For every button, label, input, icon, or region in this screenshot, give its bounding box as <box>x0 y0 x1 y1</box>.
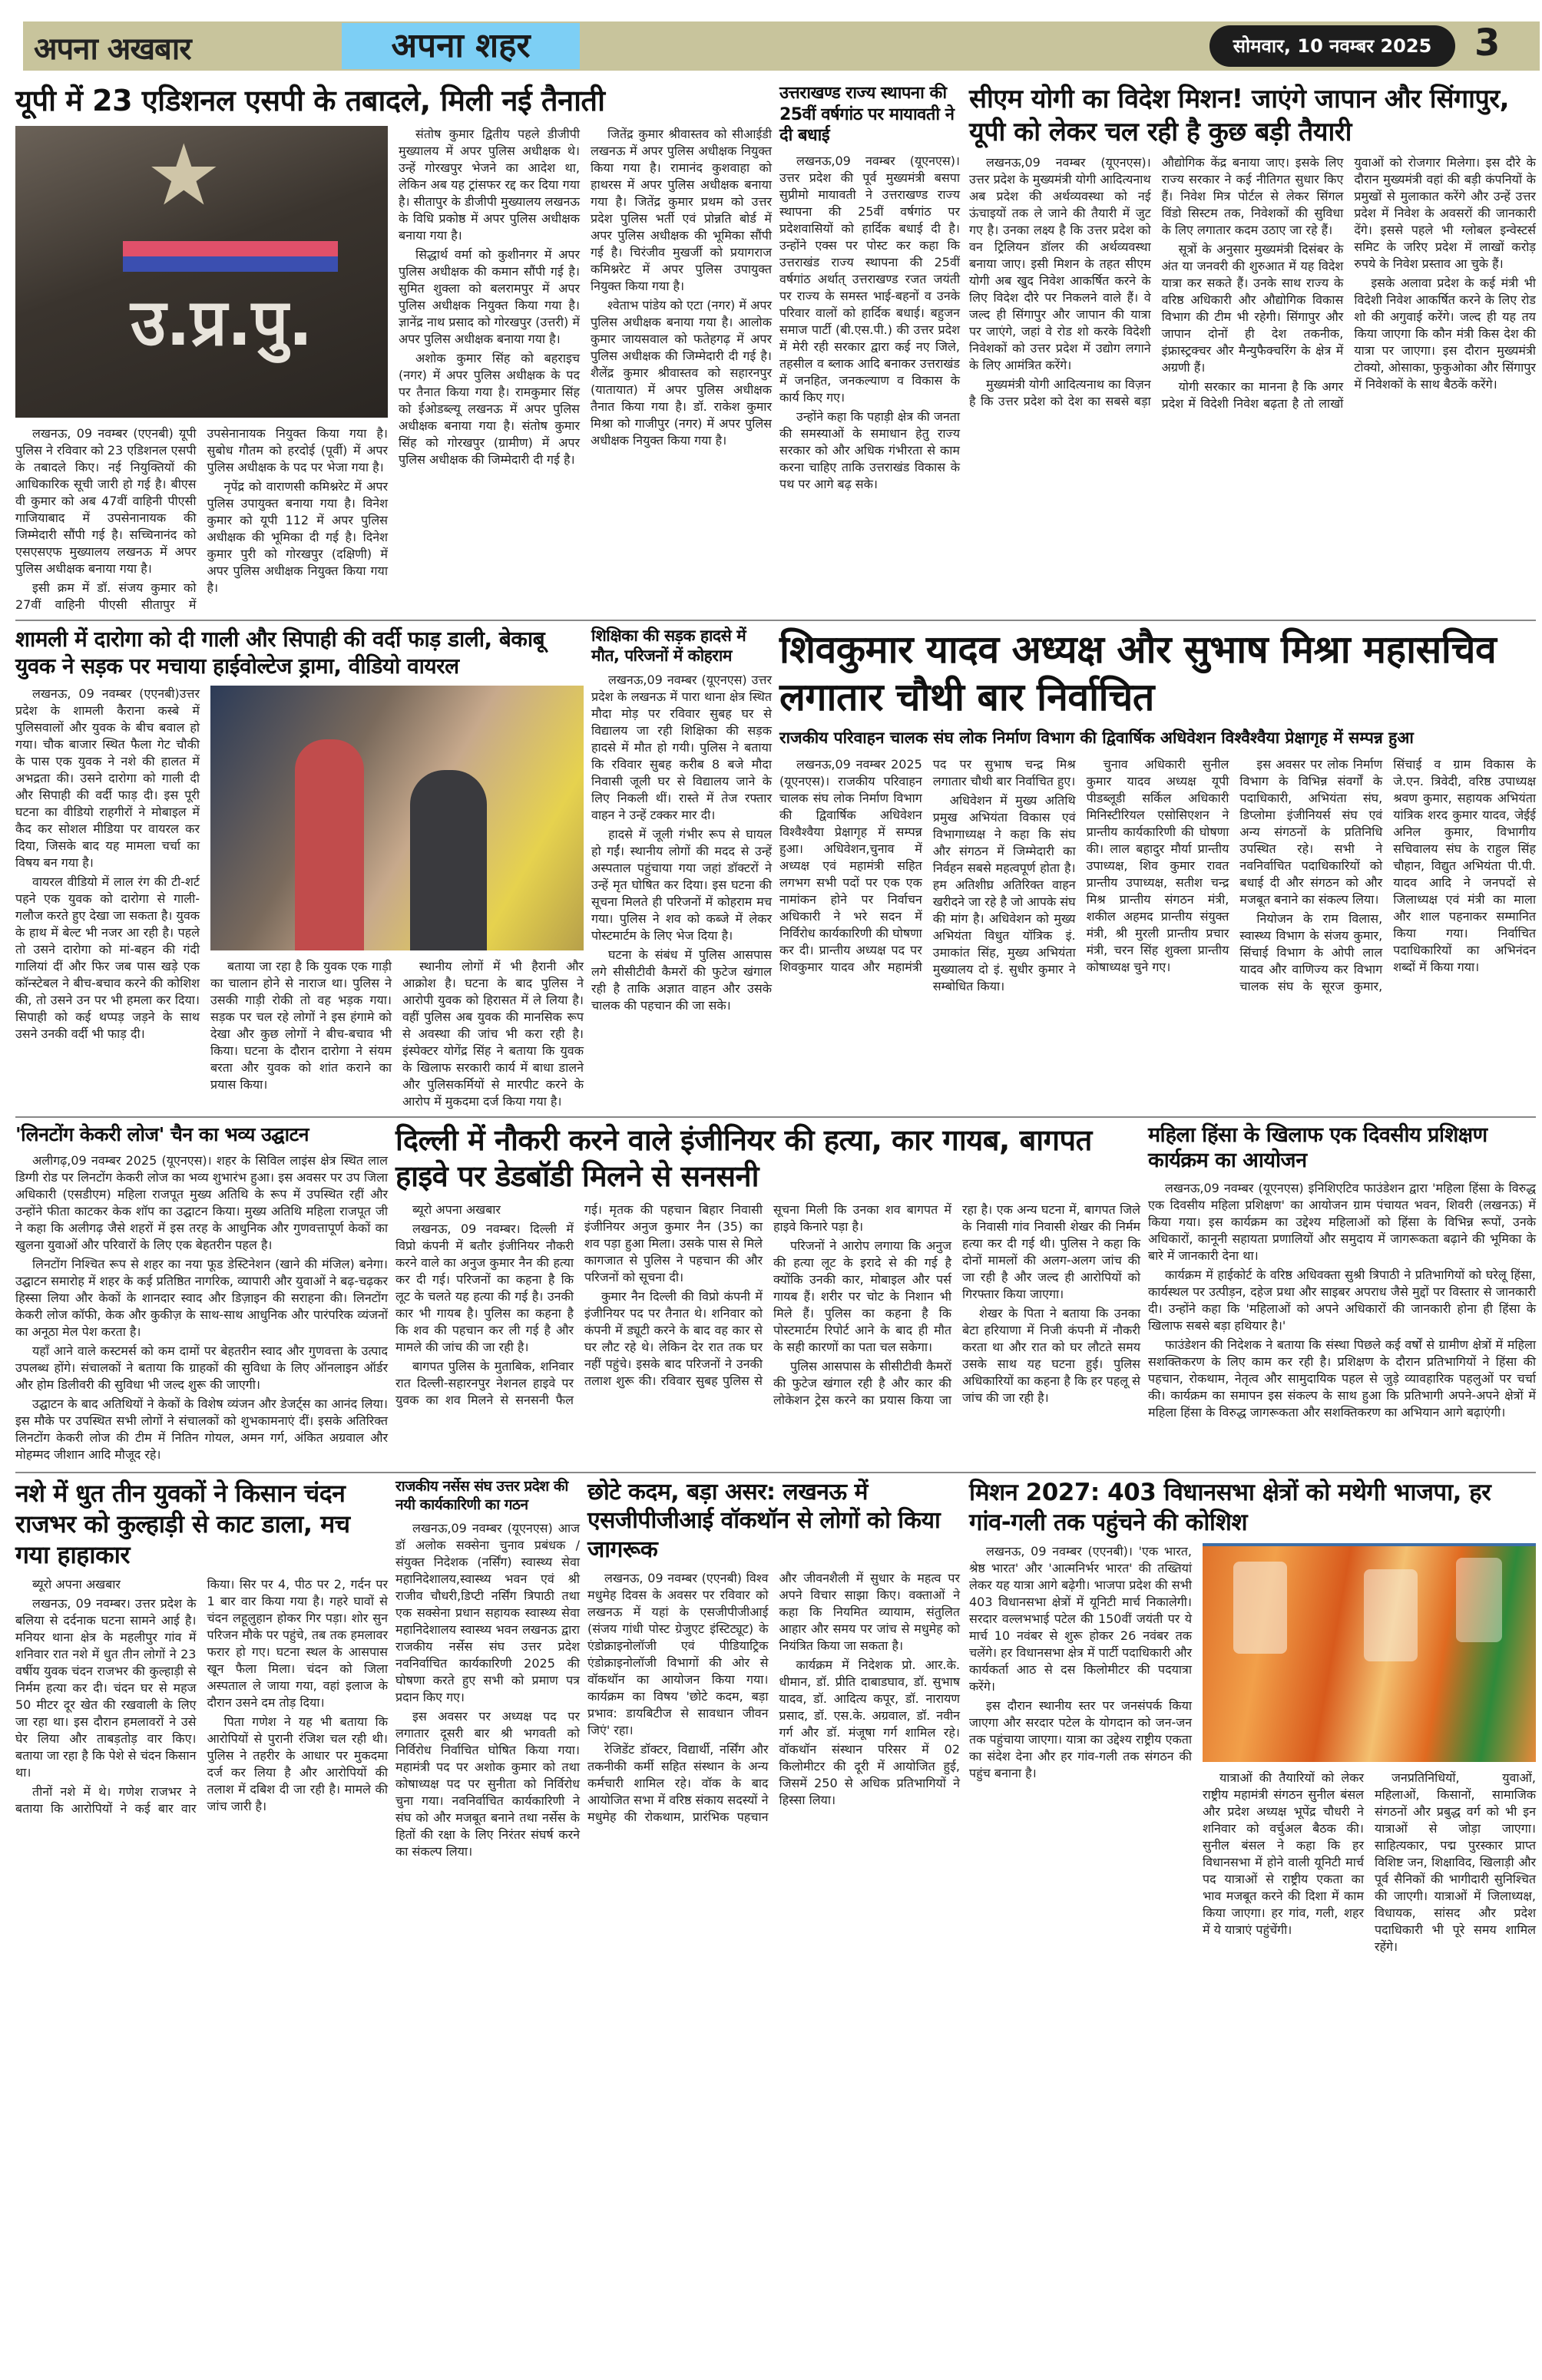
story-cm-yogi <box>969 83 1536 412</box>
headline: शामली में दारोगा को दी गाली और सिपाही की वर्दी फाड़ डाली, बेकाबू युवक ने सड़क पर मचाया हाईवोल्टेज ड्रामा, वीडियो वायरल <box>15 626 545 679</box>
paragraph: इस अवसर पर लोक निर्माण विभाग के विभिन्न संवर्गों के पदाधिकारी, अभियंता संघ, डिप्लोमा इंजीनियर्स संघ एवं अन्य संगठनों के प्रतिनिधि उपस्थित रहे। सभी ने नवनिर्वाचित पदाधिकारियों को बधाई दी और संगठन को और मजबूत बनाने का संकल्प लिया। <box>1239 756 1383 907</box>
paragraph: लखनऊ,09 नवम्बर (यूएनएस)। उत्तर प्रदेश के मुख्यमंत्री योगी आदित्यनाथ अब प्रदेश की अर्थव्यवस्था को नई ऊंचाइयों तक ले जाने की तैयारी में जुट गए है। उनका लक्ष्य है कि उत्तर प्रदेश को वन ट्रिलियन डॉलर की अर्थव्यवस्था बनाया जाए। इसी मिशन के तहत सीएम योगी अब खुद निवेश आकर्षित करने के लिए विदेश दौरे पर निकलने वाले हैं। वे जल्द ही सिंगापुर और जापान की यात्रा पर जाएंगे, जहां वे रोड शो करके विदेशी निवेशकों को उत्तर प्रदेश में उद्योग लगाने के लिए आमंत्रित करेंगे। <box>969 155 1151 372</box>
issue-date: सोमवार, 10 नवम्बर 2025 <box>1209 25 1455 67</box>
badge-text: उ.प्र.पु. <box>131 284 313 360</box>
story-body <box>210 958 584 1110</box>
section-title: अपना शहर <box>342 23 580 69</box>
story-right-region <box>210 686 584 1110</box>
paragraph: हादसे में जूली गंभीर रूप से घायल हो गईं। स्थानीय लोगों की मदद से उन्हें अस्पताल पहुंचाया गया जहां डॉक्टरों ने उन्हें मृत घोषित कर दिया। इस घटना की सूचना मिलते ही परिजनों में कोहराम मच गया। पुलिस ने शव को कब्जे में लेकर पोस्टमार्टम के लिए भेज दिया है। <box>591 827 772 943</box>
story-body <box>779 756 1536 995</box>
paragraph: तीनों नशे में थे। गणेश राजभर ने बताया कि आरोपियों ने कई बार वार किया। सिर पर 4, पीठ पर 2, गर्दन पर 1 बार वार किया गया है। गहरे घावों से चंदन लहूलुहान होकर गिर पड़ा। शोर सुन परिजन मौके पर पहुंचे, तब तक हमलावर फरार हो गए। घटना स्थल के आसपास खून फैला मिला। चंदन को जिला अस्पताल ले जाया गया, वहां इलाज के दौरान उसने दम तोड़ दिया। <box>15 1576 388 1816</box>
story-body <box>779 153 960 493</box>
story-left-region <box>15 126 388 613</box>
paragraph: जनप्रतिनिधियों, युवाओं, महिलाओं, किसानों, सामाजिक संगठनों और प्रबुद्ध वर्ग को भी इन यात्राओं से जोड़ा जाएगा। साहित्यकार, पद्म पुरस्कार प्राप्त विशिष्ट जन, शिक्षाविद, खिलाड़ी और पूर्व सैनिकों की भागीदारी सुनिश्चित की जाएगी। यात्राओं में जिलाध्यक्ष, विधायक, सांसद और प्रदेश पदाधिकारी भी पूरे समय शामिल रहेंगे। <box>1375 1770 1536 1955</box>
paragraph: लखनऊ, 09 नवम्बर। उत्तर प्रदेश के बलिया से दर्दनाक घटना सामने आई है। मनियर थाना क्षेत्र के महलीपुर गांव में शनिवार रात नशे में धुत तीन लोगों ने 23 वर्षीय युवक चंदन राजभर की कुल्हाड़ी से निर्मम हत्या कर दी। चंदन घर से महज 50 मीटर दूर खेत की रखवाली के लिए जा रहा था। इस दौरान हमलावरों ने उसे घेर लिया और ताबड़तोड़ वार किए। बताया जा रहा है कि पेशे से चंदन किसान था। <box>15 1595 197 1780</box>
paragraph: अधिवेशन में मुख्य अतिथि प्रमुख अभियंता विकास एवं विभागाध्यक्ष ने कहा कि संघ और संगठन में जिम्मेदारी का निर्वहन सबसे महत्वपूर्ण होता है। हम अतिशीघ्र अतिरिक्त वाहन खरीदने जा रहे है जो आपके संघ की मांग है। अधिवेशन को मुख्य अभियंता विधुत यॉत्रिक इं. उमाकांत सिंह, मुख्य अभियंता मुख्यालय दो इं. सुधीर कुमार ने सम्बोधित किया। <box>932 792 1076 993</box>
story-body <box>15 1576 388 1817</box>
flag-shape <box>1456 1558 1502 1642</box>
paragraph: चुनाव अधिकारी सुनील कुमार यादव अध्यक्ष यूपी पीडब्लूडी सर्किल अधिकारी मिनिस्टीरियल एसोसिएशन ने प्रान्तीय कार्यकारिणी की घोषणा की। लाल बहादुर मौर्या प्रान्तीय उपाध्यक्ष, शिव कुमार रावत प्रान्तीय उपाध्यक्ष, सतीश चन्द्र मिश्र प्रान्तीय संगठन मंत्री, शकील अहमद प्रान्तीय संयुक्त मंत्री, श्री मुरली प्रान्तीय प्रचार मंत्री, चरन सिंह शुक्ला प्रान्तीय कोषाध्यक्ष चुने गए। <box>1086 756 1229 974</box>
story-nurses-union <box>395 1478 580 1863</box>
paragraph: घटना के संबंध में पुलिस आसपास लगे सीसीटीवी कैमरों की फुटेज खंगाल रही है ताकि अज्ञात वाहन और उसके चालक की पहचान की जा सके। <box>591 947 772 1013</box>
story-body <box>587 1570 960 1826</box>
paragraph: कार्यक्रम में निदेशक प्रो. आर.के. धीमान, डॉ. प्रीति दाबाडघाव, डॉ. सुभाष यादव, डॉ. आदित्य कपूर, डॉ. नारायण प्रसाद, डॉ. एस.के. अग्रवाल, डॉ. नवीन गर्ग और डॉ. मंजूषा गर्ग शामिल रहे। वॉकथॉन संस्थान परिसर में 02 किलोमीटर की दूरी में आयोजित हुई, जिसमें 250 से अधिक प्रतिभागियों ने हिस्सा लिया। <box>779 1658 960 1808</box>
paragraph: फाउंडेशन की निदेशक ने बताया कि संस्था पिछले कई वर्षों से ग्रामीण क्षेत्रों में महिला सशक्तिकरण के लिए काम कर रही है। प्रशिक्षण के दौरान प्रतिभागियों ने हिंसा की पहचान, रोकथाम, नेतृत्व और सामुदायिक पहल से जुड़े व्यावहारिक पहलुओं पर चर्चा की। कार्यक्रम का समापन इस संकल्प के साथ हुआ कि प्रतिभागी अपने-अपने क्षेत्रों में महिला हिंसा के विरुद्ध जागरूकता और सशक्तिकरण का अभियान आगे बढ़ाएंगी। <box>1148 1337 1536 1420</box>
story-body <box>399 126 772 468</box>
story-engineer-murder <box>395 1122 1140 1409</box>
story-body <box>969 154 1536 412</box>
paragraph: जितेंद्र कुमार श्रीवास्तव को सीआईडी लखनऊ में अपर पुलिस अधीक्षक नियुक्त किया गया है। रामानंद कुशवाहा को हाथरस में अपर पुलिस अधीक्षक बनाया गया है। जितेंद्र कुमार प्रथम को उत्तर प्रदेश पुलिस भर्ती एवं प्रोन्नति बोर्ड में अपर पुलिस अधीक्षक की भूमिका सौंपी गई है। चिरंजीव मुखर्जी को प्रयागराज कमिश्नरेट में अपर पुलिस उपायुक्त नियुक्त किया गया है। <box>591 126 772 293</box>
story-body <box>15 1152 388 1463</box>
story-body <box>969 1543 1192 1784</box>
paragraph: बताया जा रहा है कि युवक एक गाड़ी का चालान होने से नाराज था। पुलिस ने उसकी गाड़ी रोकी तो वह भड़क गया। सड़क पर चल रहे लोगों ने इस हंगामे को देखा और कुछ लोगों ने बीच-बचाव भी किया। घटना के दौरान दारोगा ने संयम बरता और युवक को शांत कराने का प्रयास किया। <box>210 958 392 1092</box>
paragraph: वायरल वीडियो में लाल रंग की टी-शर्ट पहने एक युवक को दारोगा से गाली-गलौज करते हुए देखा जा सकता है। युवक के हाथ में बेल्ट भी नजर आ रही है। पहले तो उसने दारोगा को मां-बहन की गंदी गालियां दीं और फिर जब पास खड़े एक कॉन्स्टेबल ने बीच-बचाव करने की कोशिश की, तो उसने उन पर भी हमला कर दिया। सिपाही को कई थप्पड़ जड़ने के साथ उसने उनकी वर्दी भी फाड़ दी। <box>15 874 200 1041</box>
story-body <box>395 1520 580 1860</box>
paragraph: इसके अलावा प्रदेश के कई मंत्री भी विदेशी निवेश आकर्षित करने के लिए रोड शो की अगुवाई करेंगे। जल्द ही यह तय किया जाएगा कि कौन मंत्री किस देश की यात्रा पर जाएगा। इस दौरान मुख्यमंत्री टोक्यो, ओसाका, फुकुओका और सिंगापुर में निवेशकों के साथ बैठकें करेंगे। <box>1354 276 1536 392</box>
story-layout <box>15 686 584 1110</box>
paragraph: नियोजन के राम विलास, स्वास्थ्य विभाग के संजय कुमार, सिंचाई विभाग के ओपी लाल यादव और वाणिज्य कर विभाग चालक संघ के सूरज कुमार, सिंचाई व ग्राम विकास के जे.एन. त्रिवेदी, वरिष्ठ उपाध्यक्ष श्रवण कुमार, सहायक अभियंता यांत्रिक शरद कुमार यादव, जेईई अनिल कुमार, विभागीय सचिवालय संघ के राहुल सिंह चौहान, विद्युत अभियंता पी.पी. यादव आदि ने जनपदों से जिलाध्यक्ष एवं मंत्री का माला और शाल पहनाकर सम्मानित किया गया। निर्वाचित पदाधिकारियों का अभिनंदन शब्दों में किया गया। <box>1239 756 1536 993</box>
headline: शिक्षिका की सड़क हादसे में मौत, परिजनों में कोहराम <box>591 626 746 665</box>
story-women-training <box>1148 1122 1536 1424</box>
story-body <box>1148 1180 1536 1421</box>
story-shamli <box>15 626 584 1110</box>
paragraph: कुमार नैन दिल्ली की विप्रो कंपनी में इंजीनियर पद पर तैनात थे। शनिवार को कंपनी में ड्यूटी करने के बाद वह कार से घर लौट रहे थे। लेकिन देर रात तक घर नहीं पहुंचे। इसके बाद परिजनों ने उनकी तलाश शुरू की। रविवार सुबह पुलिस से सूचना मिली कि उनका शव बागपत में हाइवे किनारे पड़ा है। <box>584 1202 951 1388</box>
headline: शिवकुमार यादव अध्यक्ष और सुभाष मिश्रा महासचिव लगातार चौथी बार निर्वाचित <box>779 626 1497 719</box>
paragraph: लखनऊ, 09 नवम्बर। दिल्ली में विप्रो कंपनी में बतौर इंजीनियर नौकरी करने वाले का अनुज कुमार नैन की हत्या कर दी गई। परिजनों का कहना है कि लूट के चलते यह हत्या की गई है। उनकी कार भी गायब है। पुलिस का कहना है कि शव की पहचान कर ली गई है और मामले की जांच की जा रही है। <box>395 1221 574 1354</box>
story-shivkumar <box>779 626 1536 995</box>
flag-shape <box>1233 1562 1287 1654</box>
paragraph: मुख्यमंत्री योगी आदित्यनाथ का विज़न है कि उत्तर प्रदेश को देश का सबसे बड़ा औद्योगिक केंद्र बनाया जाए। इसके लिए राज्य सरकार ने कई नीतिगत सुधार किए हैं। निवेश मित्र पोर्टल से लेकर सिंगल विंडो सिस्टम तक, निवेशकों की सुविधा के लिए लगातार कदम उठाए जा रहे हैं। <box>969 155 1344 408</box>
paragraph: नृपेंद्र को वाराणसी कमिश्नरेट में अपर पुलिस उपायुक्त बनाया गया है। विनेश कुमार को यूपी 112 में अपर पुलिस अधीक्षक की भूमिका दी गई है। दिनेश कुमार पुरी को गोरखपुर (दक्षिणी) में अपर पुलिस अधीक्षक नियुक्त किया गया है। <box>207 478 388 595</box>
person-figure <box>295 739 364 950</box>
paragraph: ब्यूरो अपना अखबार <box>412 1202 501 1217</box>
paragraph: इस अवसर पर अध्यक्ष पद पर लगातार दूसरी बार श्री भगवती को निर्विरोध निर्वाचित घोषित किया गया। महामंत्री पद पर अशोक कुमार को तथा कोषाध्यक्ष पद पर सुनीता को निर्विरोध चुना गया। नवनिर्वाचित कार्यकारिणी ने संघ को और मजबूत बनाने तथा नर्सेस के हितों की रक्षा के लिए निरंतर संघर्ष करने का संकल्प लिया। <box>395 1709 580 1859</box>
headline: छोटे कदम, बड़ा असर: लखनऊ में एसजीपीजीआई वॉकथॉन से लोगों को किया जागरूक <box>587 1478 941 1563</box>
paragraph: अशोक कुमार सिंह को बहराइच (नगर) में अपर पुलिस अधीक्षक के पद पर तैनात किया गया है। रामकुमार सिंह को ईओडब्ल्यू लखनऊ में अपर पुलिस अधीक्षक बनाया गया है। संतोष कुमार सिंह को गोरखपुर (ग्रामीण) में अपर पुलिस अधीक्षक की जिम्मेदारी दी गई है। <box>399 350 580 467</box>
headline: 'लिनटोंग केकरी लोज' चैन का भव्य उद्घाटन <box>15 1122 309 1145</box>
paper-name: अपना अखबार <box>34 31 191 67</box>
paragraph: बागपत पुलिस के मुताबिक, शनिवार रात दिल्ली-सहारनपुर नेशनल हाइवे पर युवक का शव मिलने से सनसनी फैल गई। मृतक की पहचान बिहार निवासी इंजीनियर अनुज कुमार नैन (35) का शव पड़ा हुआ मिला। उसके पास से मिले कागजात से पुलिस ने पहचान की और परिजनों को सूचना दी। <box>395 1202 763 1407</box>
paragraph: सिद्धार्थ वर्मा को कुशीनगर में अपर पुलिस अधीक्षक की कमान सौंपी गई है। सुमित शुक्ला को बलरामपुर में अपर पुलिस अधीक्षक नियुक्त किया गया है। ज्ञानेंद्र नाथ प्रसाद को गोरखपुर (उत्तरी) में अपर पुलिस अधीक्षक बनाया गया है। <box>399 246 580 346</box>
paragraph: इसी क्रम में डॉ. संजय कुमार को 27वीं वाहिनी पीएसी सीतापुर में उपसेनानायक नियुक्त किया गया है। सुबोध गौतम को हरदोई (पूर्वी) में अपर पुलिस अधीक्षक के पद पर भेजा गया है। <box>15 425 388 612</box>
masthead <box>23 21 1540 71</box>
paragraph: परिजनों ने आरोप लगाया कि अनुज की हत्या लूट के इरादे से की गई है क्योंकि उनकी कार, मोबाइल और पर्स गायब हैं। शरीर पर चोट के निशान भी मिले हैं। पुलिस का कहना है कि पोस्टमार्टम रिपोर्ट आने के बाद ही मौत के सही कारणों का पता चल सकेगा। <box>773 1238 951 1354</box>
paragraph: योगी सरकार का मानना है कि अगर प्रदेश में विदेशी निवेश बढ़ता है तो लाखों युवाओं को रोजगार मिलेगा। इस दौरे के दौरान मुख्यमंत्री वहां की बड़ी कंपनियों के प्रमुखों से मुलाकात करेंगे और उन्हें उत्तर प्रदेश में निवेश के अवसरों की जानकारी देंगे। इससे पहले भी ग्लोबल इन्वेस्टर्स समिट के जरिए प्रदेश में लाखों करोड़ रुपये के निवेश प्रस्ताव आ चुके हैं। <box>1161 155 1536 411</box>
badge-stripe-blue <box>123 256 338 272</box>
story-body <box>15 425 388 613</box>
flag-shape <box>1364 1569 1418 1661</box>
paragraph: पिता गणेश ने यह भी बताया कि आरोपियों से पुरानी रंजिश चल रही थी। पुलिस ने तहरीर के आधार पर मुकदमा दर्ज कर लिया है और आरोपियों की तलाश में दबिश दी जा रही है। मामले की जांच जारी है। <box>207 1714 388 1813</box>
row-4 <box>15 1473 1536 1962</box>
paragraph: रेजिडेंट डॉक्टर, विद्यार्थी, नर्सिंग और तकनीकी कर्मी सहित संस्थान के अन्य कर्मचारी शामिल रहे। वॉक के बाद आयोजित सभा में वरिष्ठ संकाय सदस्यों ने मधुमेह की रोकथाम, प्रारंभिक पहचान और जीवनशैली में सुधार के महत्व पर अपने विचार साझा किए। वक्ताओं ने कहा कि नियमित व्यायाम, संतुलित आहार और समय पर जांच से मधुमेह को नियंत्रित किया जा सकता है। <box>587 1571 960 1825</box>
paragraph: शेखर के पिता ने बताया कि उनका बेटा हरियाणा में निजी कंपनी में नौकरी करता था और रात को घर लौटते समय उसके साथ यह घटना हुई। पुलिस अधिकारियों का कहना है कि हर पहलू से जांच की जा रही है। <box>962 1305 1140 1405</box>
story-body <box>591 672 772 1014</box>
row-1 <box>15 78 1536 621</box>
paragraph: इस दौरान स्थानीय स्तर पर जनसंपर्क किया जाएगा और सरदार पटेल के योगदान को जन-जन तक पहुंचाया जाएगा। यात्रा का उद्देश्य राष्ट्रीय एकता का संदेश देना और हर गांव-गली तक संगठन की पहुंच बनाना है। <box>969 1698 1192 1781</box>
paragraph: उद्घाटन के बाद अतिथियों ने केकों के विशेष व्यंजन और डेजर्ट्स का आनंद लिया। इस मौके पर उपस्थित सभी लोगों ने संचालकों को शुभकामनाएं दीं। इसके अतिरिक्त लिनटोंग केकरी लोज की टीम में नितिन गोयल, अमन गर्ग, अंकित अग्रवाल और मोहम्मद जीशान आदि मौजूद रहे। <box>15 1396 388 1462</box>
paragraph: लखनऊ, 09 नवम्बर (एएनबी) विश्व मधुमेह दिवस के अवसर पर रविवार को लखनऊ में यहां के एसजीपीजीआई (संजय गांधी पोस्ट ग्रेजुएट इंस्टिट्यूट) के एंडोक्राइनोलॉजी एवं पीडियाट्रिक एंडोक्राइनोलॉजी विभागों की ओर से वॉकथॉन का आयोजन किया गया। कार्यक्रम का विषय 'छोटे कदम, बड़ा प्रभाव: डायबिटीज से सावधान जीवन जिएं' रहा। <box>587 1571 769 1738</box>
headline: यूपी में 23 एडिशनल एसपी के तबादले, मिली नई तैनाती <box>15 84 605 117</box>
headline: राजकीय नर्सेस संघ उत्तर प्रदेश की नयी कार्यकारिणी का गठन <box>395 1477 568 1513</box>
paragraph: लखनऊ, 09 नवम्बर (एएनबी)। 'एक भारत, श्रेष्ठ भारत' और 'आत्मनिर्भर भारत' की तख्तियां लेकर यह यात्रा आगे बढ़ेगी। भाजपा प्रदेश की सभी 403 विधानसभा क्षेत्रों में यूनिटी मार्च निकालेगी। सरदार वल्लभभाई पटेल की 150वीं जयंती पर ये मार्च 10 नवंबर से शुरू होकर 26 नवंबर तक चलेंगे। हर विधानसभा क्षेत्र में पार्टी पदाधिकारी और कार्यकर्ता आठ से दस किलोमीटर की पदयात्रा करेंगे। <box>969 1544 1192 1694</box>
paragraph: स्थानीय लोगों में भी हैरानी और आक्रोश है। घटना के बाद पुलिस ने आरोपी युवक को हिरासत में ले लिया है। वहीं पुलिस अब युवक की मानसिक रूप से अवस्था की जांच भी करा रही है। इंस्पेक्टर योगेंद्र सिंह ने बताया कि युवक के खिलाफ सरकारी कार्य में बाधा डालने और पुलिसकर्मियों से मारपीट करने के आरोप में मुकदमा दर्ज किया गया है। <box>402 958 584 1109</box>
row-3 <box>15 1118 1536 1473</box>
headline: महिला हिंसा के खिलाफ एक दिवसीय प्रशिक्षण कार्यक्रम का आयोजन <box>1148 1122 1487 1173</box>
paragraph: यात्राओं की तैयारियों को लेकर राष्ट्रीय महामंत्री संगठन सुनील बंसल और प्रदेश अध्यक्ष भूपेंद्र चौधरी ने शनिवार को वर्चुअल बैठक की। सुनील बंसल ने कहा कि हर विधानसभा में होने वाली यूनिटी मार्च पद यात्राओं से राष्ट्रीय एकता का भाव मजबूत करने की दिशा में काम किया जाएगा। हर गांव, गली, शहर में ये यात्राएं पहुंचेंगी। <box>1203 1770 1364 1938</box>
story-teacher-accident <box>591 626 772 1017</box>
story-police-transfers <box>15 83 772 613</box>
story-body <box>15 686 200 1045</box>
headline: मिशन 2027: 403 विधानसभा क्षेत्रों को मथेगी भाजपा, हर गांव-गली तक पहुंचने की कोशिश <box>969 1478 1491 1536</box>
person-figure <box>410 770 487 950</box>
headline: उत्तराखण्ड राज्य स्थापना की 25वीं वर्षगांठ पर मायावती ने दी बधाई <box>779 84 955 145</box>
paragraph: लखनऊ,09 नवम्बर 2025 (यूएनएस)। राजकीय परिवाहन चालक संघ लोक निर्माण विभाग की द्विवार्षिक अधिवेशन विश्वैश्वैया प्रेक्षागृह में सम्पन्न हुआ। अधिवेशन,चुनाव में अध्यक्ष एवं महामंत्री सहित लगभग सभी पदों पर एक एक नामांकन होने पर निर्वाचन अधिकारी ने भरे सदन में निर्विरोध कार्यकारिणी की घोषणा कर दी। प्रान्तीय अध्यक्ष पद पर शिवकुमार यादव और महामंत्री पद पर सुभाष चन्द्र मिश्र लगातार चौथी बार निर्वाचित हुए। <box>779 756 1076 974</box>
badge-stripe <box>123 241 338 256</box>
story-body <box>395 1202 1140 1409</box>
paragraph: अलीगढ़,09 नवम्बर 2025 (यूएनएस)। शहर के सिविल लाइंस क्षेत्र स्थित लाल डिग्गी रोड पर लिनटोंग केकरी लोज का भव्य शुभारंभ हुआ। इस अवसर पर उप जिला अधिकारी (एसडीएम) महिला राजपूत मुख्य अतिथि के रूप में उपस्थित रहीं और उन्होंने फीता काटकर केक शॉप का उद्घाटन किया। मुख्य अतिथि महिला राजपूत जी ने कहा कि अलीगढ़ जैसे शहरों में इस तरह के आधुनिक और गुणवत्तापूर्ण केकों का खुलना युवाओं और परिवारों के लिए एक बेहतरीन पहल है। <box>15 1152 388 1252</box>
bjp-rally-photo <box>1203 1543 1536 1762</box>
paragraph: संतोष कुमार द्वितीय पहले डीजीपी मुख्यालय में अपर पुलिस अधीक्षक थे। उन्हें गोरखपुर भेजने का आदेश था, लेकिन अब यह ट्रांसफर रद्द कर दिया गया है। सीतापुर के डीजीपी मुख्यालय लखनऊ के विधि प्रकोष्ठ में अपर पुलिस अधीक्षक बनाया गया है। <box>399 126 580 243</box>
paragraph: लखनऊ, 09 नवम्बर (एएनबी)उत्तर प्रदेश के शामली कैराना कस्बे में पुलिसवालों और युवक के बीच बवाल हो गया। चौक बाजार स्थित फैला गेट चौकी के पास एक युवक ने नशे की हालत में अभद्रता की। उसने दारोगा को गाली दी और सिपाही की वर्दी फाड़ दी। इस पूरी घटना का वीडियो राहगीरों ने मोबाइल में कैद कर सोशल मीडिया पर वायरल कर दिया, जिसके बाद यह मामला चर्चा का विषय बन गया है। <box>15 686 200 870</box>
page-content <box>15 78 1536 1962</box>
paragraph: लखनऊ,09 नवम्बर (यूएनएस)। उत्तर प्रदेश की पूर्व मुख्यमंत्री बसपा सुप्रीमो मायावती ने उत्तराखण्ड राज्य स्थापना की 25वीं वर्षगांठ पर प्रदेशवासियों को हार्दिक बधाई दी है। उन्होंने एक्स पर पोस्ट कर कहा कि उत्तराखंड राज्य स्थापना की 25वीं वर्षगांठ अर्थात् उत्तराखण्ड रजत जयंती पर राज्य के समस्त भाई-बहनों व उनके परिवार वालों को हार्दिक बधाई। बहुजन समाज पार्टी (बी.एस.पी.) की उत्तर प्रदेश में मेरी रही सरकार द्वारा कई नए जिले, तहसील व ब्लाक आदि बनाकर उत्तराखंड में जनहित, जनकल्याण व विकास के कार्य किए गए। <box>779 153 960 405</box>
headline: नशे में धुत तीन युवकों ने किसान चंदन राजभर को कुल्हाड़ी से काट डाला, मच गया हाहाकार <box>15 1478 350 1569</box>
shamli-video-still <box>210 686 584 950</box>
story-body <box>1203 1770 1536 1955</box>
paragraph: उन्होंने कहा कि पहाड़ी क्षेत्र की जनता की समस्याओं के समाधान हेतु राज्य सरकार को और अधिक गंभीरता से काम करना चाहिए ताकि उत्तराखंड विकास के पथ पर आगे बढ़ सके। <box>779 408 960 491</box>
paragraph: ब्यूरो अपना अखबार <box>32 1576 121 1592</box>
row-2 <box>15 621 1536 1118</box>
story-mayawati <box>779 83 960 495</box>
story-chandan-murder <box>15 1478 388 1817</box>
story-right-region <box>1203 1543 1536 1955</box>
paragraph: यहाँ आने वाले कस्टमर्स को कम दामों पर बेहतरीन स्वाद और गुणवत्ता के उत्पाद उपलब्ध होंगे। संचालकों ने बताया कि ग्राहकों की सुविधा के लिए ऑनलाइन ऑर्डर और होम डिलीवरी की सुविधा भी जल्द शुरू की जाएगी। <box>15 1343 388 1392</box>
paragraph: पुलिस आसपास के सीसीटीवी कैमरों की फुटेज खंगाल रही है और कार की लोकेशन ट्रेस करने का प्रयास किया जा रहा है। एक अन्य घटना में, बागपत जिले के निवासी गांव निवासी शेखर की निर्मम हत्या कर दी गई थी। पुलिस ने कहा कि दोनों मामलों की अलग-अलग जांच की जा रही है और जल्द ही आरोपियों को गिरफ्तार किया जाएगा। <box>773 1202 1140 1407</box>
story-layout <box>969 1543 1536 1955</box>
paragraph: लखनऊ,09 नवम्बर (यूएनएस) इनिशिएटिव फाउंडेशन द्वारा 'महिला हिंसा के विरुद्ध एक दिवसीय महिला प्रशिक्षण' का आयोजन ग्राम पंचायत भवन, शिवरी (लखनऊ) में किया गया। इस कार्यक्रम का उद्देश्य महिलाओं को हिंसा के विभिन्न रूपों, उनके अधिकारों, कानूनी सहायता प्रणालियों और समुदाय में जागरूकता बढ़ाने की भूमिका के बारे में जानकारी देना था। <box>1148 1181 1536 1263</box>
story-layout <box>15 126 772 613</box>
page-number: 3 <box>1474 21 1501 64</box>
paragraph: लिनटोंग निश्चित रूप से शहर का नया फूड डेस्टिनेशन (खाने की मंजिल) बनेगा। उद्घाटन समारोह में शहर के कई प्रतिष्ठित नागरिक, व्यापारी और युवाओं ने बढ़-चढ़कर हिस्सा लिया और केकों के शानदार स्वाद और डिज़ाइन की सराहना की। लिनटोंग केकरी लोज कॉफी, केक और कुकीज़ के साथ-साथ आधुनिक और पारंपरिक व्यंजनों का अनूठा मेल पेश करता है। <box>15 1256 388 1339</box>
paragraph: कार्यक्रम में हाईकोर्ट के वरिष्ठ अधिवक्ता सुश्री त्रिपाठी ने प्रतिभागियों को घरेलू हिंसा, कार्यस्थल पर उत्पीड़न, दहेज प्रथा और साइबर अपराध जैसे मुद्दों पर विस्तार से जानकारी दी। उन्होंने कहा कि 'महिलाओं को अपने अधिकारों की जानकारी होना ही हिंसा के खिलाफ सबसे बड़ा हथियार है।' <box>1148 1268 1536 1333</box>
story-lintong <box>15 1122 388 1466</box>
paragraph: लखनऊ,09 नवम्बर (यूएनएस) उत्तर प्रदेश के लखनऊ में पारा थाना क्षेत्र स्थित मौदा मोड़ पर रविवार सुबह घर से विद्यालय जा रही शिक्षिका की सड़क हादसे में मौत हो गयी। पुलिस ने बताया कि रविवार सुबह करीब 8 बजे मौदा निवासी जूली घर से विद्यालय जाने के लिए निकली थीं। रास्ते में तेज रफ्तार वाहन ने उन्हें टक्कर मार दी। <box>591 673 772 822</box>
paragraph: लखनऊ, 09 नवम्बर (एएनबी) यूपी पुलिस ने रविवार को 23 एडिशनल एसपी के तबादले किए। नई नियुक्तियों की आधिकारिक सूची जारी हो गई है। बीएस वी कुमार को अब 47वीं वाहिनी पीएसी गाजियाबाद में उपसेनानायक की जिम्मेदारी सौंपी गई है। सच्चिनानंद को एसएसएफ मुख्यालय लखनऊ में अपर पुलिस अधीक्षक बनाया गया है। <box>15 425 197 576</box>
story-sgpgi-walkathon <box>587 1478 960 1826</box>
police-badge-photo <box>15 126 388 418</box>
paragraph: श्वेताभ पांडेय को एटा (नगर) में अपर पुलिस अधीक्षक बनाया गया है। आलोक कुमार जायसवाल को फतेहगढ़ में अपर पुलिस अधीक्षक की जिम्मेदारी दी गई है। शैलेंद्र कुमार श्रीवास्तव को सहारनपुर (यातायात) में अपर पुलिस अधीक्षक तैनात किया गया है। डॉ. राकेश कुमार मिश्रा को गाजीपुर (नगर) में अपर पुलिस अधीक्षक नियुक्त किया गया है। <box>591 297 772 448</box>
paragraph: सूत्रों के अनुसार मुख्यमंत्री दिसंबर के अंत या जनवरी की शुरुआत में यह विदेश यात्रा कर सकते हैं। उनके साथ राज्य के वरिष्ठ अधिकारी और औद्योगिक विकास विभाग की टीम भी रहेगी। सिंगापुर और जापान दोनों ही देश तकनीक, इंफ्रास्ट्रक्चर और मैन्युफैक्चरिंग के क्षेत्र में अग्रणी हैं। <box>1161 242 1344 375</box>
headline: दिल्ली में नौकरी करने वाले इंजीनियर की हत्या, कार गायब, बागपत हाइवे पर डेडबॉडी मिलने से सनसनी <box>395 1122 1092 1193</box>
headline: सीएम योगी का विदेश मिशन! जाएंगे जापान और सिंगापुर, यूपी को लेकर चल रही है कुछ बड़ी तैयारी <box>969 84 1510 147</box>
star-icon: ★ <box>146 125 222 224</box>
story-mission-2027 <box>969 1478 1536 1956</box>
subheadline: राजकीय परिवाहन चालक संघ लोक निर्माण विभाग की द्विवार्षिक अधिवेशन विश्वैश्वैया प्रेक्षागृह में सम्पन्न हुआ <box>779 728 1414 747</box>
paragraph: लखनऊ,09 नवम्बर (यूएनएस) आज डॉ अलोक सक्सेना चुनाव प्रबंधक / संयुक्त निदेशक (नर्सिंग) स्वास्थ्य सेवा महानिदेशालय,स्वास्थ्य भवन एवं श्री राजीव चौधरी,डिप्टी नर्सिंग त्रिपाठी तथा एक सक्सेना प्रधान सहायक स्वास्थ्य सेवा महानिदेशालय स्वास्थ्य भवन लखनऊ द्वारा राजकीय नर्सेस संघ उत्तर प्रदेश नवनिर्वाचित कार्यकारिणी 2025 की घोषणा करते हुए सभी को प्रमाण पत्र प्रदान किए गए। <box>395 1521 580 1705</box>
